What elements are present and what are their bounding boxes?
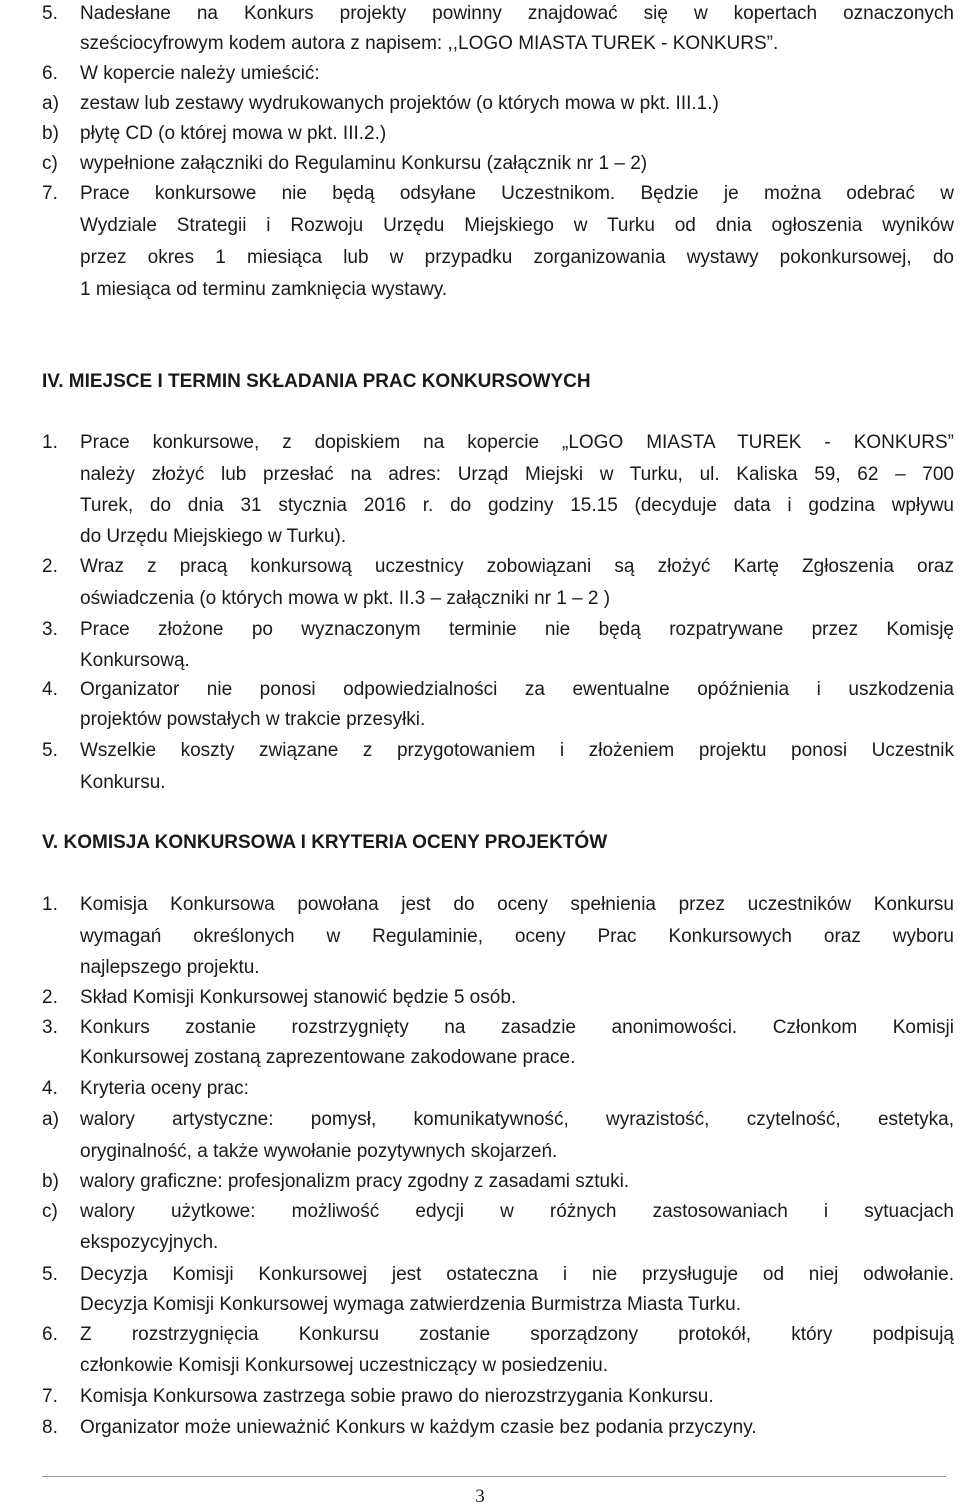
item-number: 7. — [42, 1386, 58, 1407]
footer-divider — [42, 1476, 946, 1477]
item-letter: a) — [42, 1109, 59, 1130]
item-text: członkowie Komisji Konkursowej uczestniczący w posiedzeniu. — [80, 1355, 609, 1376]
page-number: 3 — [475, 1486, 485, 1507]
item-number: 8. — [42, 1417, 58, 1438]
section-heading: IV. MIEJSCE I TERMIN SKŁADANIA PRAC KONKURSOWYCH — [42, 371, 591, 392]
item-text: Z rozstrzygnięcia Konkursu zostanie sporządzony protokół, który podpisują — [80, 1324, 954, 1345]
item-text: Nadesłane na Konkurs projekty powinny znajdować się w kopertach oznaczonych — [80, 3, 954, 24]
item-text: wymagań określonych w Regulaminie, oceny Prac Konkursowych oraz wyboru — [80, 926, 954, 947]
item-number: 5. — [42, 3, 58, 24]
item-letter: a) — [42, 93, 59, 114]
item-text: Konkurs zostanie rozstrzygnięty na zasadzie anonimowości. Członkom Komisji — [80, 1017, 954, 1038]
item-text: Organizator nie ponosi odpowiedzialności za ewentualne opóźnienia i uszkodzenia — [80, 679, 954, 700]
item-number: 2. — [42, 556, 58, 577]
item-text: zestaw lub zestawy wydrukowanych projektów (o których mowa w pkt. III.1.) — [80, 93, 719, 114]
item-number: 4. — [42, 679, 58, 700]
item-text: projektów powstałych w trakcie przesyłki. — [80, 709, 426, 730]
item-text: oświadczenia (o których mowa w pkt. II.3 – załączniki nr 1 – 2 ) — [80, 588, 611, 609]
item-letter: c) — [42, 1201, 58, 1222]
item-text: Wszelkie koszty związane z przygotowaniem i złożeniem projektu ponosi Uczestnik — [80, 740, 954, 761]
item-number: 4. — [42, 1078, 58, 1099]
item-letter: b) — [42, 1171, 59, 1192]
item-text: należy złożyć lub przesłać na adres: Urząd Miejski w Turku, ul. Kaliska 59, 62 – 700 — [80, 464, 954, 485]
item-number: 5. — [42, 740, 58, 761]
item-text: oryginalność, a także wywołanie pozytywnych skojarzeń. — [80, 1141, 558, 1162]
item-text: Decyzja Komisji Konkursowej wymaga zatwierdzenia Burmistrza Miasta Turku. — [80, 1294, 742, 1315]
item-text: najlepszego projektu. — [80, 957, 260, 978]
item-text: 1 miesiąca od terminu zamknięcia wystawy. — [80, 279, 448, 300]
item-text: Komisja Konkursowa powołana jest do oceny spełnienia przez uczestników Konkursu — [80, 894, 954, 915]
item-text: Prace konkursowe nie będą odsyłane Uczestnikom. Będzie je można odebrać w — [80, 183, 954, 204]
item-text: Konkursową. — [80, 650, 190, 671]
item-text: wypełnione załączniki do Regulaminu Konkursu (załącznik nr 1 – 2) — [80, 153, 648, 174]
item-text: walory artystyczne: pomysł, komunikatywność, wyrazistość, czytelność, estetyka, — [80, 1109, 954, 1130]
item-text: Komisja Konkursowa zastrzega sobie prawo do nierozstrzygania Konkursu. — [80, 1386, 714, 1407]
item-text: Decyzja Komisji Konkursowej jest ostateczna i nie przysługuje od niej odwołanie. — [80, 1264, 954, 1285]
section-heading: V. KOMISJA KONKURSOWA I KRYTERIA OCENY PROJEKTÓW — [42, 832, 608, 853]
item-text: Prace konkursowe, z dopiskiem na kopercie „LOGO MIASTA TUREK - KONKURS” — [80, 432, 954, 453]
item-number: 6. — [42, 63, 58, 84]
item-letter: b) — [42, 123, 59, 144]
item-text: Konkursowej zostaną zaprezentowane zakodowane prace. — [80, 1047, 576, 1068]
item-text: Organizator może unieważnić Konkurs w każdym czasie bez podania przyczyny. — [80, 1417, 757, 1438]
item-text: ekspozycyjnych. — [80, 1232, 219, 1253]
item-text: walory graficzne: profesjonalizm pracy zgodny z zasadami sztuki. — [80, 1171, 630, 1192]
item-number: 1. — [42, 894, 58, 915]
item-text: przez okres 1 miesiąca lub w przypadku zorganizowania wystawy pokonkursowej, do — [80, 247, 954, 268]
item-text: Wydziale Strategii i Rozwoju Urzędu Miejskiego w Turku od dnia ogłoszenia wyników — [80, 215, 954, 236]
item-text: W kopercie należy umieścić: — [80, 63, 320, 84]
item-text: Turek, do dnia 31 stycznia 2016 r. do godziny 15.15 (decyduje data i godzina wpływu — [80, 495, 954, 516]
item-number: 2. — [42, 987, 58, 1008]
item-number: 3. — [42, 619, 58, 640]
item-text: Prace złożone po wyznaczonym terminie nie będą rozpatrywane przez Komisję — [80, 619, 954, 640]
item-text: Skład Komisji Konkursowej stanowić będzie 5 osób. — [80, 987, 517, 1008]
item-number: 7. — [42, 183, 58, 204]
item-letter: c) — [42, 153, 58, 174]
item-number: 6. — [42, 1324, 58, 1345]
item-number: 1. — [42, 432, 58, 453]
item-number: 5. — [42, 1264, 58, 1285]
item-number: 3. — [42, 1017, 58, 1038]
item-text: do Urzędu Miejskiego w Turku). — [80, 526, 347, 547]
item-text: płytę CD (o której mowa w pkt. III.2.) — [80, 123, 387, 144]
item-text: walory użytkowe: możliwość edycji w różnych zastosowaniach i sytuacjach — [80, 1201, 954, 1222]
item-text: Kryteria oceny prac: — [80, 1078, 249, 1099]
item-text: Konkursu. — [80, 772, 166, 793]
item-text: Wraz z pracą konkursową uczestnicy zobowiązani są złożyć Kartę Zgłoszenia oraz — [80, 556, 954, 577]
item-text: sześciocyfrowym kodem autora z napisem: ,,LOGO MIASTA TUREK - KONKURS”. — [80, 33, 779, 54]
